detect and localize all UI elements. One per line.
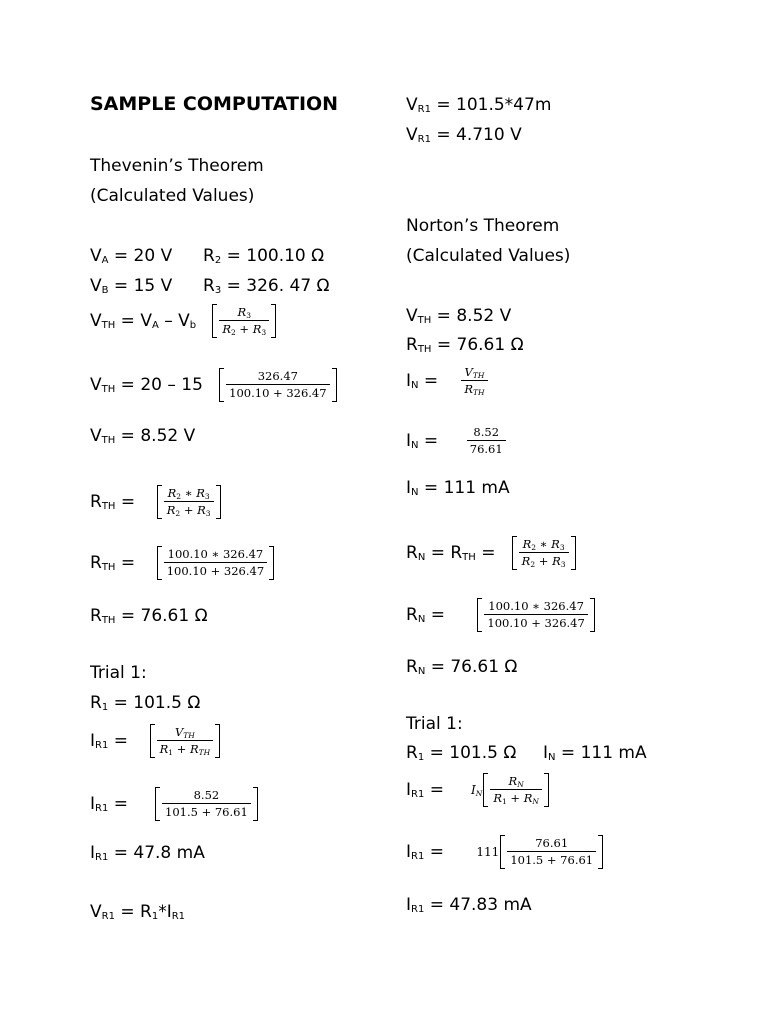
ir1-sub-fraction-right <box>500 835 603 869</box>
ir1-sub-numerator-right: 76.61 <box>507 835 596 852</box>
in-line-right: $I_N = 111$ mA <box>543 743 647 763</box>
r2-line: $R_2 = 100.10$ Ω <box>203 246 325 266</box>
ir1-prefix-symbol: $I_N$ <box>471 783 483 798</box>
vr1-calc-line: $V_{R1} = 101.5*47m$ <box>406 95 552 115</box>
rn-substitution: $R_N$ = $\frac{100.10 ∗ 326.47}{100.10 + 326.47}$ <box>406 598 595 632</box>
rth-formula: $R_{TH}$ = $\frac{R_2 ∗ R_3}{R_2 + R_3}$ <box>90 485 221 519</box>
ir1-result-right: 47.83 mA <box>449 895 532 915</box>
vr1-result: 4.710 V <box>456 125 522 145</box>
vr1-calc: 101.5*47m <box>456 95 552 115</box>
r1-line-right: $R_1 = 101.5$ Ω <box>406 743 517 763</box>
vth-sub-denominator: 100.10 + 326.47 <box>229 386 327 400</box>
va-value: 20 V <box>133 246 173 266</box>
norton-subheading: (Calculated Values) <box>406 246 571 266</box>
trial-label-left: Trial 1: <box>90 663 147 683</box>
va-line: $V_A = 20$ V <box>90 246 173 266</box>
norton-vth-line: $V_{TH} = 8.52$ V <box>406 306 512 326</box>
norton-vth: 8.52 V <box>456 306 512 326</box>
rn-sub-fraction <box>477 598 594 632</box>
ir1-substitution-right: $I_{R1}$ = 111 $\frac{76.61}{101.5 + 76.61}$ <box>406 835 603 869</box>
ir1-formula-right: $I_{R1}$ = $I_N$ $\frac{R_N}{R_1 + R_N}$ <box>406 773 549 807</box>
vr1-formula: $V_{R1} = R_1*I_{R1}$ <box>90 902 186 922</box>
r3-value: 326. 47 Ω <box>246 276 330 296</box>
vth-sub-values: 20 – 15 <box>140 375 203 395</box>
r3-line: $R_3 = 326$. 47 Ω <box>203 276 330 296</box>
thevenin-subheading: (Calculated Values) <box>90 186 255 206</box>
vb-line: $V_B = 15$ V <box>90 276 173 296</box>
in-result: 111 mA <box>443 478 510 498</box>
ir1-formula-left: $I_{R1}$ = $\frac{V_{TH}}{R_1 + R_{TH}}$ <box>90 724 220 758</box>
in-sub-fraction <box>460 424 513 458</box>
vth-result: 8.52 V <box>140 426 196 446</box>
trial-label-right: Trial 1: <box>406 714 463 734</box>
page-title: SAMPLE COMPUTATION <box>90 93 339 115</box>
norton-heading: Norton’s Theorem <box>406 216 560 236</box>
ir1-fraction-left: $\frac{V_{TH}}{R_1 + R_{TH}}$ <box>150 724 221 758</box>
in-formula: $I_N$ = $\frac{V_{TH}}{R_{TH}}$ <box>406 364 495 398</box>
in-result-line: $I_N = 111$ mA <box>406 478 510 498</box>
ir1-result-left: 47.8 mA <box>133 843 205 863</box>
vr1-result-line: $V_{R1} = 4.710$ V <box>406 125 522 145</box>
in-substitution: $I_N$ = $\frac{8.52}{76.61}$ <box>406 424 513 458</box>
rth-result: 76.61 Ω <box>140 606 208 626</box>
vb-value: 15 V <box>133 276 173 296</box>
rth-substitution: $R_{TH}$ = $\frac{100.10 ∗ 326.47}{100.10 + 326.47}$ <box>90 546 274 580</box>
vth-formula: $V_{TH} = V_A - V_b$ $\frac{R_3}{R_2 + R_3}$ <box>90 304 276 338</box>
in-value-right: 111 mA <box>580 743 647 763</box>
r1-line-left: $R_1 = 101.5$ Ω <box>90 693 201 713</box>
r2-value: 100.10 Ω <box>246 246 325 266</box>
vth-sub-fraction <box>219 368 336 402</box>
in-fraction: $\frac{V_{TH}}{R_{TH}}$ <box>454 364 494 398</box>
vth-substitution: $V_{TH} = 20 - 15$ $\frac{326.47}{100.10 + 326.47}$ <box>90 368 337 402</box>
ir1-fraction-right: $\frac{R_N}{R_1 + R_N}$ <box>483 773 549 807</box>
rth-result-line: $R_{TH} = 76.61$ Ω <box>90 606 208 626</box>
ir1-sub-fraction-left <box>155 787 258 821</box>
vth-sub-numerator: 326.47 <box>226 368 329 385</box>
rn-sub-numerator: 100.10 ∗ 326.47 <box>484 598 587 615</box>
vth-result-line: $V_{TH} = 8.52$ V <box>90 426 196 446</box>
rn-formula: $R_N = R_{TH}$ = $\frac{R_2 ∗ R_3}{R_2 + R_3}$ <box>406 536 576 570</box>
rn-fraction: $\frac{R_2 ∗ R_3}{R_2 + R_3}$ <box>512 536 576 570</box>
rth-fraction: $\frac{R_2 ∗ R_3}{R_2 + R_3}$ <box>157 485 221 519</box>
rn-result-line: $R_N = 76.61$ Ω <box>406 657 518 677</box>
ir1-result-line-right: $I_{R1} = 47.83$ mA <box>406 895 532 915</box>
rth-sub-fraction <box>157 546 274 580</box>
in-sub-numerator: 8.52 <box>467 424 506 441</box>
rth-sub-numerator: 100.10 ∗ 326.47 <box>164 546 267 563</box>
rth-sub-denominator: 100.10 + 326.47 <box>166 564 265 578</box>
ir1-result-line-left: $I_{R1} = 47.8$ mA <box>90 843 205 863</box>
r1-value-right: 101.5 Ω <box>449 743 517 763</box>
ir1-sub-denominator-right: 101.5 + 76.61 <box>510 853 594 867</box>
r1-value-left: 101.5 Ω <box>133 693 201 713</box>
ir1-sub-denominator-left: 101.5 + 76.61 <box>165 805 248 819</box>
in-sub-denominator: 76.61 <box>469 442 503 456</box>
norton-rth: 76.61 Ω <box>456 335 524 355</box>
ir1-substitution-left: $I_{R1}$ = $\frac{8.52}{101.5 + 76.61}$ <box>90 787 258 821</box>
ir1-prefix-value: 111 <box>476 845 500 859</box>
ir1-sub-numerator-left: 8.52 <box>162 787 251 804</box>
vth-fraction: $\frac{R_3}{R_2 + R_3}$ <box>212 304 276 338</box>
thevenin-heading: Thevenin’s Theorem <box>90 156 264 176</box>
norton-rth-line: $R_{TH} = 76.61$ Ω <box>406 335 524 355</box>
rn-result: 76.61 Ω <box>450 657 518 677</box>
rn-sub-denominator: 100.10 + 326.47 <box>487 616 585 630</box>
